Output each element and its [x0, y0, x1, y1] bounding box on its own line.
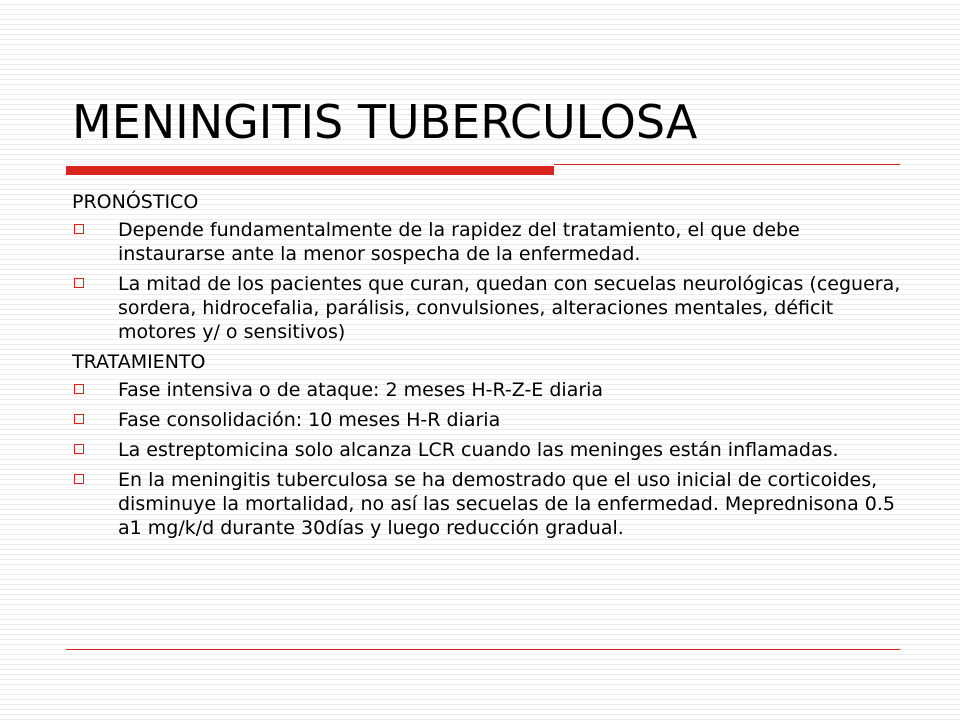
hollow-square-icon	[74, 444, 84, 454]
list-item	[72, 468, 902, 540]
title-underline-thick	[66, 166, 554, 175]
bullet-text: Depende fundamentalmente de la rapidez del tratamiento, el que debe instaurarse ante la menor sospecha de la enfermedad.	[118, 219, 800, 265]
list-item	[72, 408, 902, 432]
footer-divider	[66, 649, 900, 650]
slide-body	[72, 190, 902, 546]
list-item	[72, 378, 902, 402]
list-item	[72, 438, 902, 462]
bullet-text: La estreptomicina solo alcanza LCR cuando las meninges están inflamadas.	[118, 439, 839, 461]
bullet-text: Fase intensiva o de ataque: 2 meses H-R-Z-E diaria	[118, 379, 604, 401]
hollow-square-icon	[74, 278, 84, 288]
hollow-square-icon	[74, 474, 84, 484]
slide-title: MENINGITIS TUBERCULOSA	[72, 95, 698, 149]
list-item	[72, 272, 902, 344]
bullet-text: La mitad de los pacientes que curan, quedan con secuelas neurológicas (ceguera, sordera, hidrocefalia, parálisis, convulsiones, alteraciones mentales, déficit motores y/ o sensitivos)	[118, 273, 901, 343]
hollow-square-icon	[74, 414, 84, 424]
hollow-square-icon	[74, 224, 84, 234]
list-item	[72, 218, 902, 266]
title-underline-thin	[554, 164, 900, 165]
section-heading-tratamiento: TRATAMIENTO	[72, 351, 206, 373]
section-heading-pronostico: PRONÓSTICO	[72, 191, 199, 213]
bullet-text: Fase consolidación: 10 meses H-R diaria	[118, 409, 501, 431]
bullet-text: En la meningitis tuberculosa se ha demostrado que el uso inicial de corticoides, disminuye la mortalidad, no así las secuelas de la enfermedad. Meprednisona 0.5 a1 mg/k/d durante 30días y luego reducción gradual.	[118, 469, 895, 539]
hollow-square-icon	[74, 384, 84, 394]
